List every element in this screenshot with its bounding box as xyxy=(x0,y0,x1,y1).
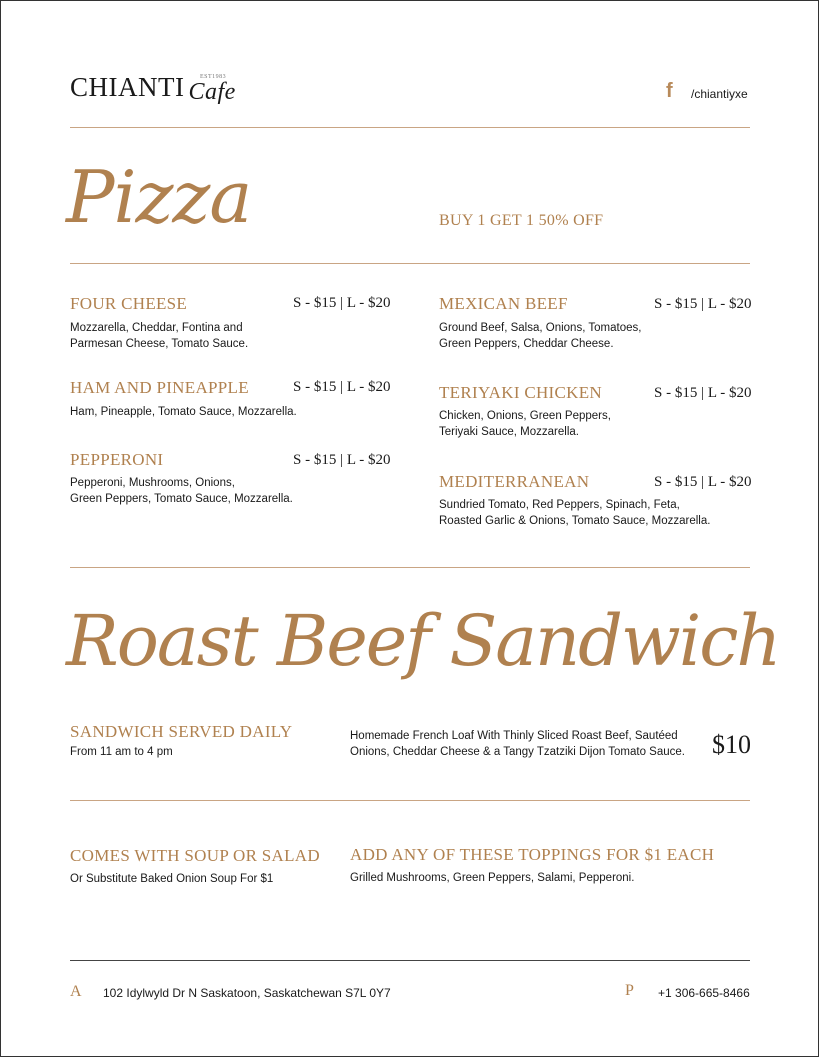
pizza-item-desc: Pepperoni, Mushrooms, Onions, Green Peppers, Tomato Sauce, Mozzarella. xyxy=(70,477,293,505)
sides-text: Or Substitute Baked Onion Soup For $1 xyxy=(70,873,274,885)
facebook-icon[interactable]: f xyxy=(666,80,673,102)
pizza-promo: BUY 1 GET 1 50% OFF xyxy=(439,212,604,229)
pizza-item-name: MEXICAN BEEF xyxy=(439,294,568,313)
brand-logo xyxy=(70,72,236,103)
pizza-title: Pizza xyxy=(66,155,252,239)
sandwich-served-heading: SANDWICH SERVED DAILY xyxy=(70,722,293,741)
pizza-item-desc: Ground Beef, Salsa, Onions, Tomatoes, Green Peppers, Cheddar Cheese. xyxy=(439,322,642,350)
sandwich-title: Roast Beef Sandwich xyxy=(66,600,780,682)
brand-est: EST1983 xyxy=(200,74,227,80)
address-label: A xyxy=(70,983,82,1000)
pizza-item-desc: Ham, Pineapple, Tomato Sauce, Mozzarella. xyxy=(70,406,297,418)
pizza-item-name: FOUR CHEESE xyxy=(70,294,188,313)
toppings-text: Grilled Mushrooms, Green Peppers, Salami, Pepperoni. xyxy=(350,872,635,884)
address-text: 102 Idylwyld Dr N Saskatoon, Saskatchewan S7L 0Y7 xyxy=(103,986,391,1000)
brand-name: CHIANTI xyxy=(70,72,185,102)
divider xyxy=(70,800,750,801)
pizza-item-price: S - $15 | L - $20 xyxy=(654,385,752,401)
divider xyxy=(70,127,750,128)
sandwich-served-hours: From 11 am to 4 pm xyxy=(70,746,173,758)
pizza-item-name: TERIYAKI CHICKEN xyxy=(439,383,602,402)
brand-cafe: Cafe xyxy=(188,79,236,105)
pizza-item-desc: Chicken, Onions, Green Peppers, Teriyaki Sauce, Mozzarella. xyxy=(439,410,611,438)
divider xyxy=(70,960,750,961)
pizza-item-price: S - $15 | L - $20 xyxy=(293,452,391,468)
toppings-heading: ADD ANY OF THESE TOPPINGS FOR $1 EACH xyxy=(350,845,715,864)
divider xyxy=(70,567,750,568)
pizza-item-price: S - $15 | L - $20 xyxy=(654,296,752,312)
sandwich-description: Homemade French Loaf With Thinly Sliced Roast Beef, Sautéed Onions, Cheddar Cheese & a Tangy Tzatziki Dijon Tomato Sauce. xyxy=(350,730,685,758)
pizza-item-price: S - $15 | L - $20 xyxy=(293,295,391,311)
phone-text[interactable]: +1 306-665-8466 xyxy=(658,986,750,1000)
sides-heading: COMES WITH SOUP OR SALAD xyxy=(70,846,320,865)
divider xyxy=(70,263,750,264)
pizza-item-price: S - $15 | L - $20 xyxy=(293,379,391,395)
pizza-item-price: S - $15 | L - $20 xyxy=(654,474,752,490)
pizza-item-name: PEPPERONI xyxy=(70,450,164,469)
sandwich-price: $10 xyxy=(712,730,751,759)
facebook-handle[interactable]: /chiantiyxe xyxy=(691,87,748,101)
phone-label: P xyxy=(625,982,634,999)
pizza-item-name: HAM AND PINEAPPLE xyxy=(70,378,249,397)
pizza-item-name: MEDITERRANEAN xyxy=(439,472,590,491)
pizza-item-desc: Sundried Tomato, Red Peppers, Spinach, Feta, Roasted Garlic & Onions, Tomato Sauce, Mozzarella. xyxy=(439,499,711,527)
pizza-item-desc: Mozzarella, Cheddar, Fontina and Parmesan Cheese, Tomato Sauce. xyxy=(70,322,249,350)
